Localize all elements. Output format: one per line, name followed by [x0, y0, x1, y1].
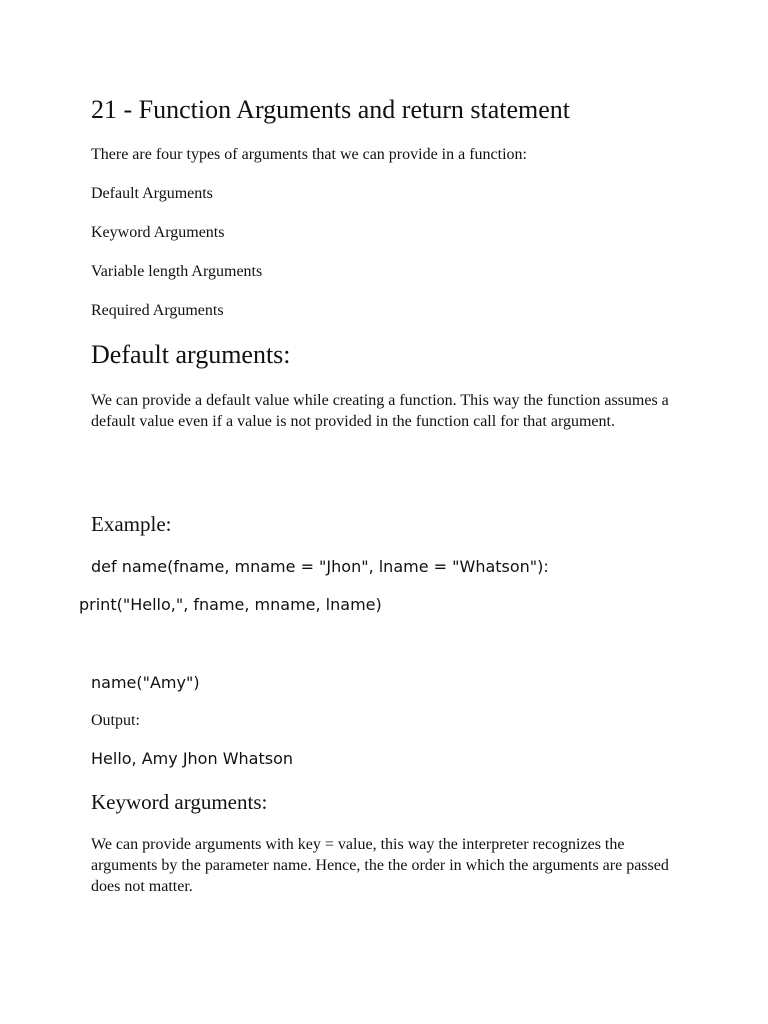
default-arguments-heading: Default arguments:: [91, 340, 291, 369]
example-heading: Example:: [91, 512, 172, 536]
default-arguments-paragraph: We can provide a default value while creating a function. This way the function assumes a default value even if a value is not provided in the function call for that argument.: [91, 392, 669, 430]
arg-type-default: Default Arguments: [91, 185, 213, 202]
output-label: Output:: [91, 712, 140, 729]
intro-text: There are four types of arguments that we can provide in a function:: [91, 146, 527, 163]
output-value: Hello, Amy Jhon Whatson: [91, 749, 293, 768]
keyword-arguments-heading: Keyword arguments:: [91, 790, 268, 814]
arg-type-keyword: Keyword Arguments: [91, 224, 225, 241]
arg-type-required: Required Arguments: [91, 302, 224, 319]
arg-type-variable-length: Variable length Arguments: [91, 263, 263, 280]
page-title: 21 - Function Arguments and return statement: [91, 95, 570, 124]
code-line-def: def name(fname, mname = "Jhon", lname = "Whatson"):: [91, 557, 549, 576]
keyword-arguments-paragraph: We can provide arguments with key = value, this way the interpreter recognizes the arguments by the parameter name. Hence, the the order in which the arguments are passed does not matter.: [91, 836, 669, 895]
code-line-call: name("Amy"): [91, 673, 200, 692]
code-line-print: print("Hello,", fname, mname, lname): [79, 595, 382, 614]
